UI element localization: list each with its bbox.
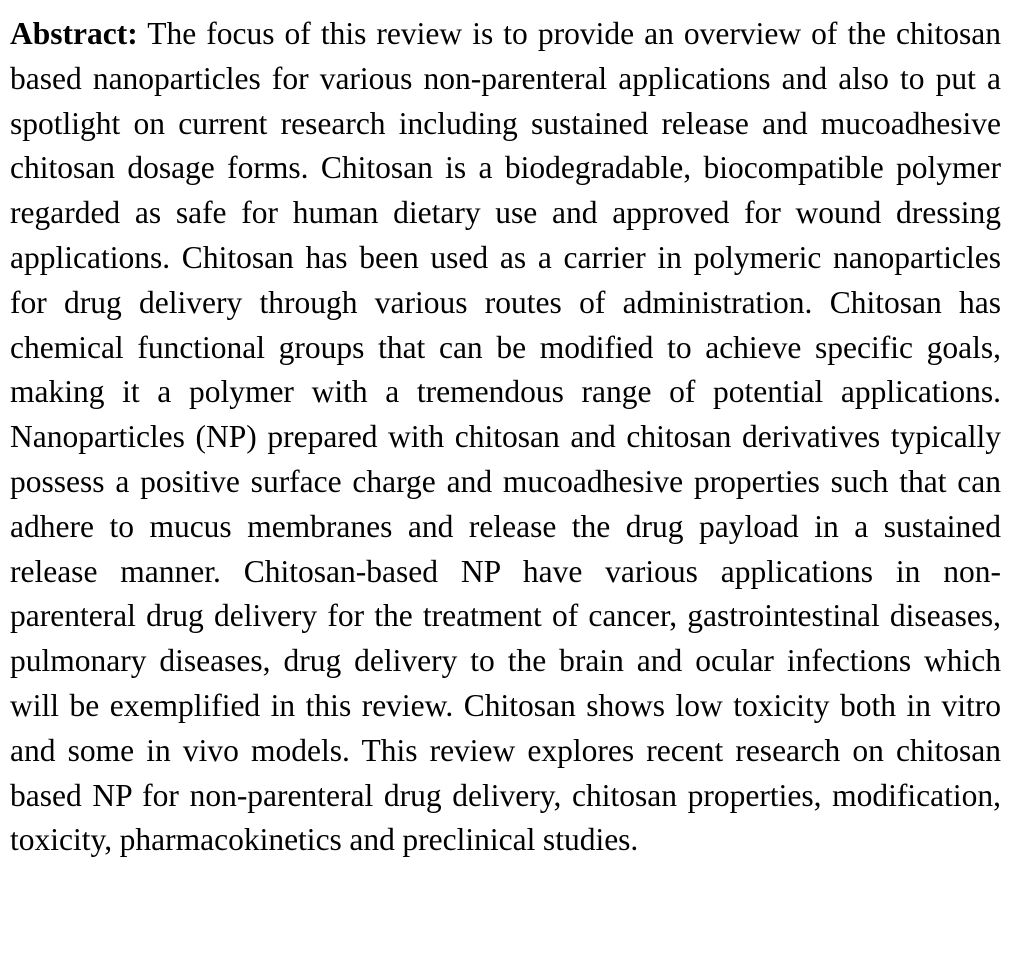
abstract-text: The focus of this review is to provide an overview of the chitosan based nanoparticles for various non-parenteral applications and also to put a spotlight on current research including sustained release and mucoadhesive chitosan dosage forms. Chitosan is a biodegradable, biocompatible polymer regarded as safe for human dietary use and approved for wound dressing applications. Chitosan has been used as a carrier in polymeric nanoparticles for drug delivery through various routes of administration. Chitosan has chemical functional groups that can be modified to achieve specific goals, making it a polymer with a tremendous range of potential applications. Nanoparticles (NP) prepared with chitosan and chitosan derivatives typically possess a positive surface charge and mucoadhesive properties such that can adhere to mucus membranes and release the drug payload in a sustained release manner. Chitosan-based NP have various applications in non-parenteral drug delivery for the treatment of cancer, gastrointestinal diseases, pulmonary diseases, drug delivery to the brain and ocular infections which will be exemplified in this review. Chitosan shows low toxicity both in vitro and some in vivo models. This review explores recent research on chitosan based NP for non-parenteral drug delivery, chitosan properties, modification, toxicity, pharmacokinetics and preclinical studies. <box>10 16 1001 858</box>
abstract-paragraph <box>10 12 1001 863</box>
abstract-label: Abstract: <box>10 16 138 51</box>
